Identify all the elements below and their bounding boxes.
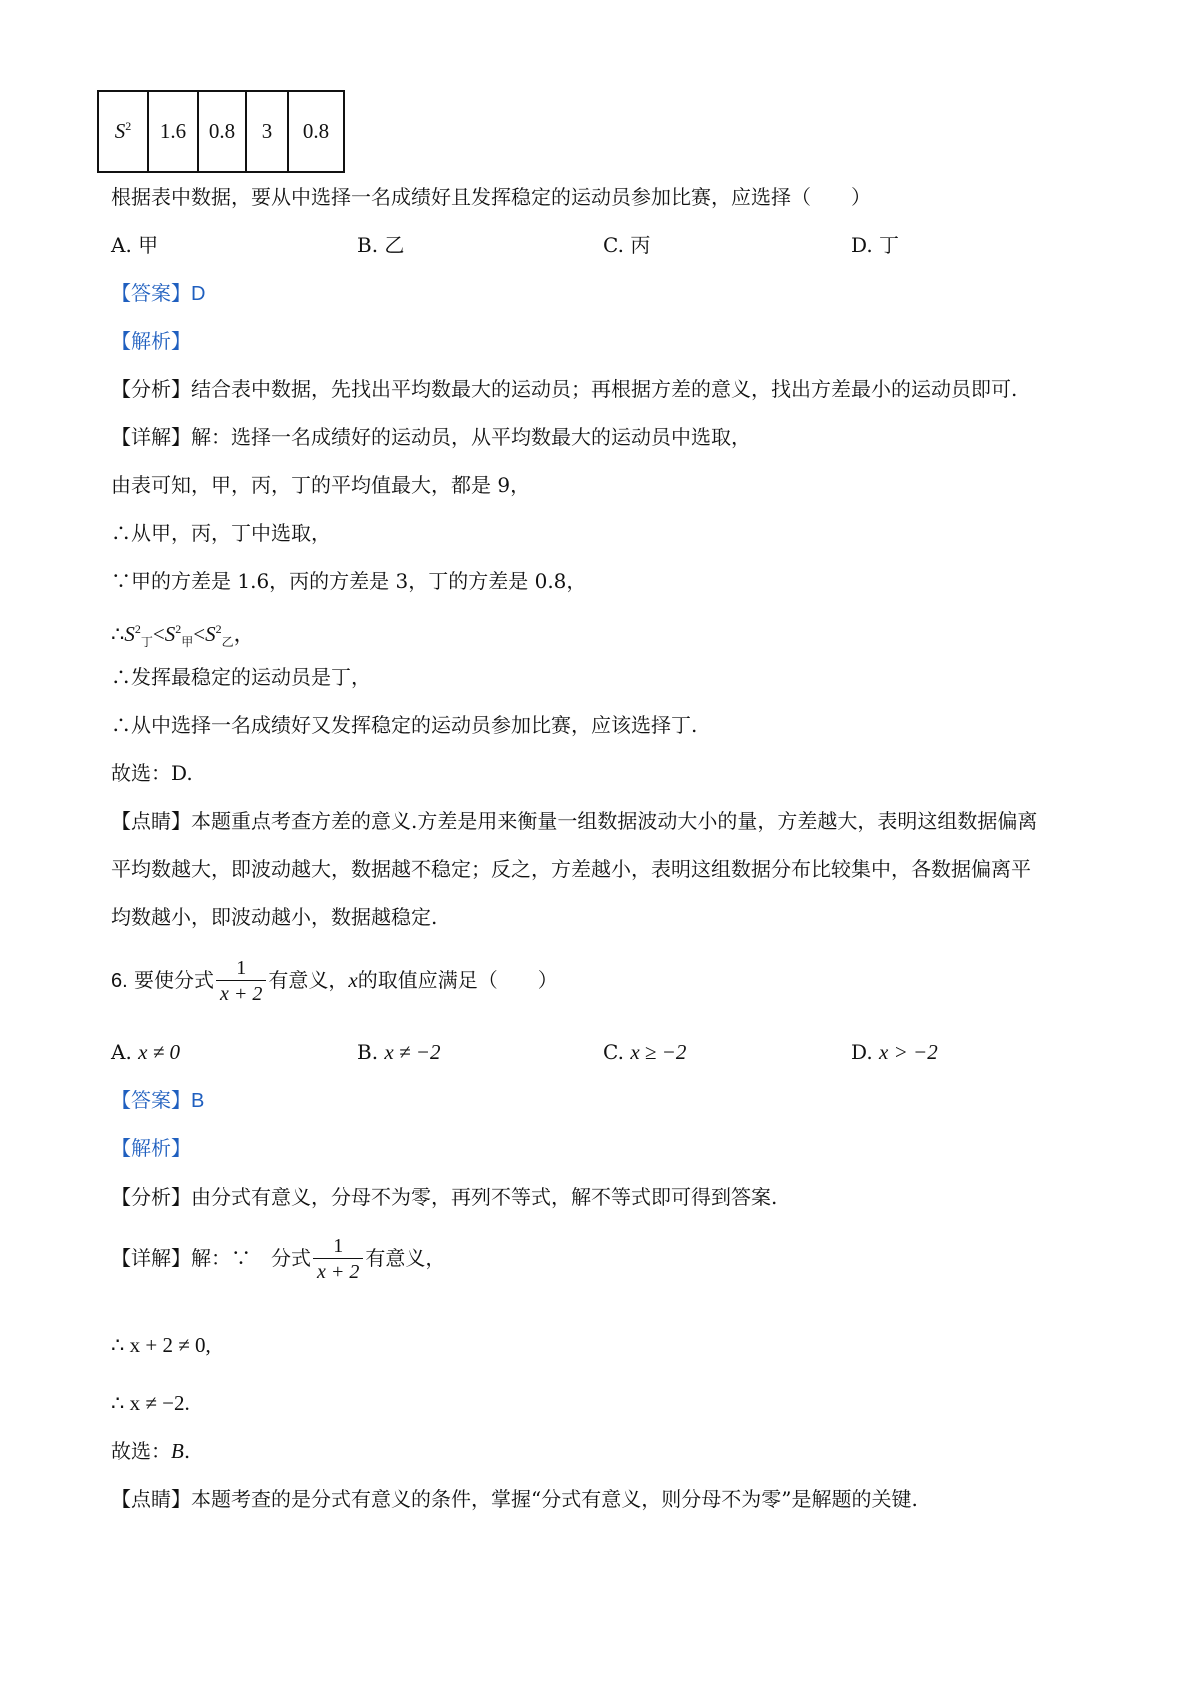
q6-detail-fraction: $\frac{1}{x + 2}$ <box>313 1234 363 1285</box>
table-row-label: $S^2$ <box>98 91 148 172</box>
q5-fenxi: 【分析】结合表中数据，先找出平均数最大的运动员；再根据方差的意义，找出方差最小的运动员即可. <box>111 377 1018 401</box>
q5-guxuan: 故选：D. <box>111 761 193 785</box>
q5-option-b: B. 乙 <box>357 233 405 257</box>
q6-option-b: B. x ≠ −2 <box>357 1040 441 1064</box>
table-cell: 0.8 <box>288 91 344 172</box>
q5-detail-1: 【详解】解：选择一名成绩好的运动员，从平均数最大的运动员中选取， <box>111 425 751 449</box>
q6-step-2: ∴ x ≠ −2. <box>111 1391 190 1415</box>
q5-stem: 根据表中数据，要从中选择一名成绩好且发挥稳定的运动员参加比赛，应选择（ ） <box>111 185 871 209</box>
q5-option-d: D. 丁 <box>851 233 900 257</box>
table-cell: 0.8 <box>198 91 246 172</box>
q6-option-a: A. x ≠ 0 <box>111 1040 181 1064</box>
q5-dianjing-1: 【点睛】本题重点考查方差的意义.方差是用来衡量一组数据波动大小的量，方差越大，表明这组数据偏离 <box>111 809 1038 833</box>
q6-fraction: $\frac{1}{x + 2}$ <box>216 956 266 1007</box>
q5-option-a: A. 甲 <box>111 233 159 257</box>
q5-detail-7: ∴从中选择一名成绩好又发挥稳定的运动员参加比赛，应该选择丁. <box>111 713 698 737</box>
variance-table <box>97 90 345 173</box>
q6-option-c: C. x ≥ −2 <box>603 1040 687 1064</box>
q5-detail-3: ∴从甲，丙，丁中选取， <box>111 521 331 545</box>
q5-detail-6: ∴发挥最稳定的运动员是丁， <box>111 665 371 689</box>
q6-stem: 6. 要使分式 $\frac{1}{x + 2}$ 有意义，x的取值应满足（ ） <box>111 957 558 1005</box>
q6-detail: 【详解】解：∵ 分式 $\frac{1}{x + 2}$ 有意义， <box>111 1235 446 1283</box>
q6-fenxi: 【分析】由分式有意义，分母不为零，再列不等式，解不等式即可得到答案. <box>111 1185 778 1209</box>
table-row <box>98 91 344 172</box>
q5-detail-2: 由表可知，甲，丙，丁的平均值最大，都是 9， <box>111 473 531 497</box>
q6-guxuan: 故选：B. <box>111 1439 191 1463</box>
q5-answer: 【答案】D <box>111 281 206 305</box>
q6-option-d: D. x > −2 <box>851 1040 938 1064</box>
q5-analysis-tag: 【解析】 <box>111 329 191 353</box>
q6-answer: 【答案】B <box>111 1088 205 1112</box>
q5-variance-inequality: $\therefore S^2_丁<S^2_甲<S^2_乙$， <box>111 622 255 650</box>
table-cell: 1.6 <box>148 91 198 172</box>
q5-detail-4: ∵甲的方差是 1.6，丙的方差是 3，丁的方差是 0.8， <box>111 569 587 593</box>
q5-dianjing-3: 均数越小，即波动越小，数据越稳定. <box>111 905 438 929</box>
q6-step-1: ∴ x + 2 ≠ 0, <box>111 1333 211 1357</box>
q6-dianjing: 【点睛】本题考查的是分式有意义的条件，掌握“分式有意义，则分母不为零”是解题的关键. <box>111 1487 918 1511</box>
q6-analysis-tag: 【解析】 <box>111 1136 191 1160</box>
table-cell: 3 <box>246 91 288 172</box>
q5-option-c: C. 丙 <box>603 233 651 257</box>
q5-dianjing-2: 平均数越大，即波动越大，数据越不稳定；反之，方差越小，表明这组数据分布比较集中，各数据偏离平 <box>111 857 1031 881</box>
